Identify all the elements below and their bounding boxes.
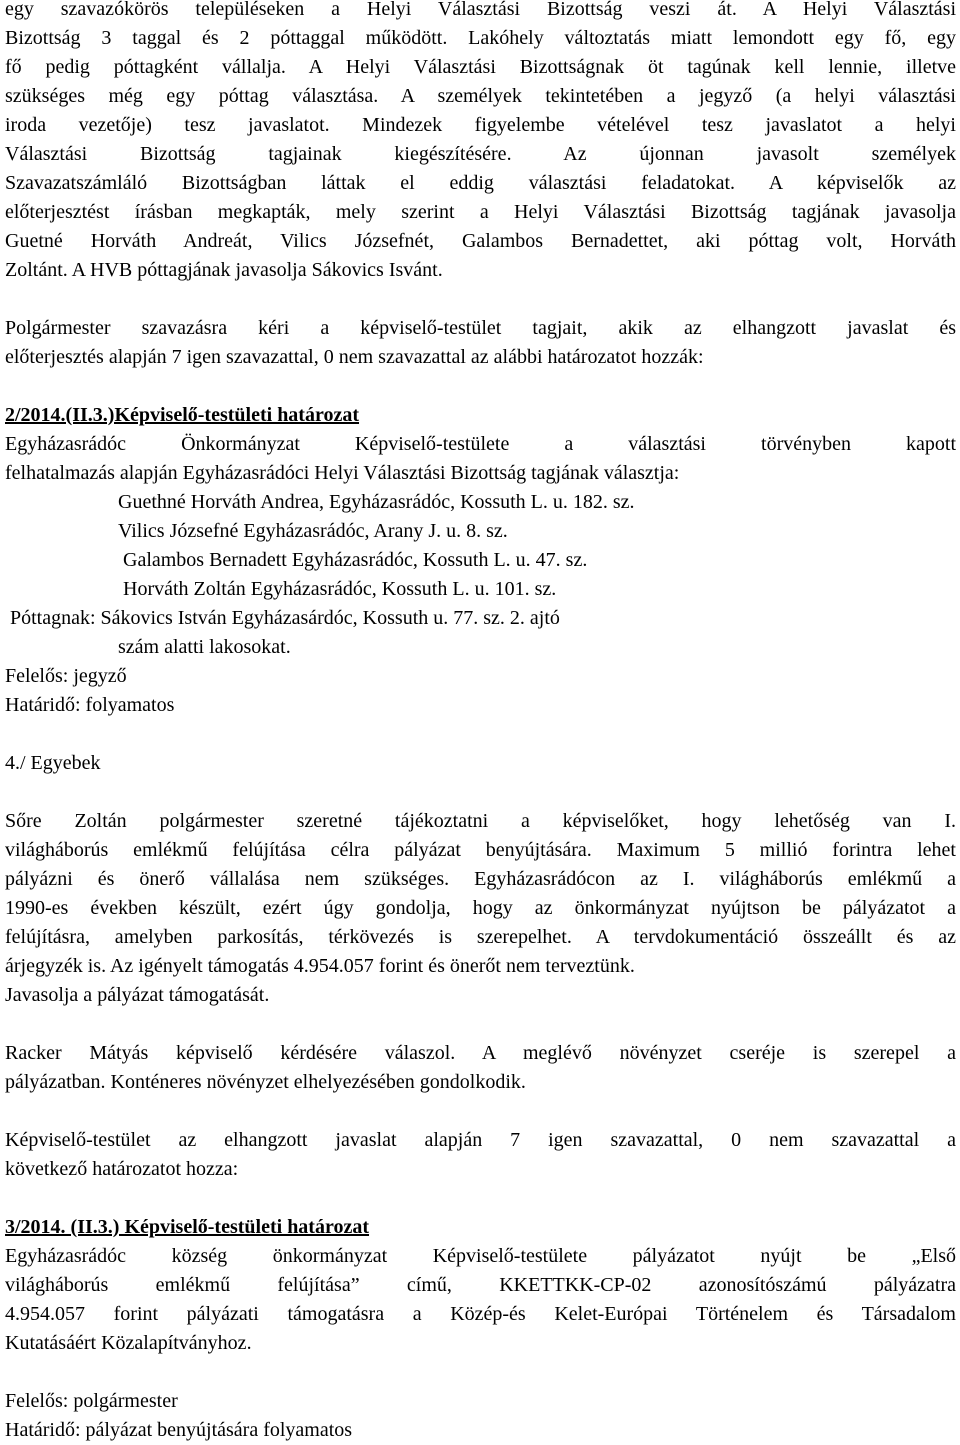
text-line: Kutatásáért Közalapítványhoz. bbox=[5, 1332, 252, 1354]
responsible-person: Felelős: jegyző bbox=[5, 665, 127, 687]
resolution-3 bbox=[5, 1213, 956, 1445]
text-line: szükséges még egy póttag választása. A személyek tekintetében a jegyző (a helyi választási bbox=[5, 85, 956, 107]
text-line: felújításra, amelyben parkosítás, térkövezés is szerepelhet. A tervdokumentáció összeállt és az bbox=[5, 926, 956, 948]
text-line: Javasolja a pályázat támogatását. bbox=[5, 984, 270, 1006]
resolution-2 bbox=[5, 401, 956, 720]
paragraph-election-committee bbox=[5, 0, 956, 285]
text-line: Szavazatszámláló Bizottságban láttak el eddig választási feladatokat. A képviselők az bbox=[5, 172, 956, 194]
member-item: Horváth Zoltán Egyházasrádóc, Kossuth L. u. 101. sz. bbox=[123, 578, 557, 600]
text-line: Választási Bizottság tagjainak kiegészítésére. Az újonnan javasolt személyek bbox=[5, 143, 956, 165]
spacer bbox=[5, 1010, 956, 1039]
text-line: Guetné Horváth Andreát, Vilics Józsefnét, Galambos Bernadettet, aki póttag volt, Horváth bbox=[5, 230, 956, 252]
spacer bbox=[5, 285, 956, 314]
paragraph-vote-result bbox=[5, 1126, 956, 1184]
text-line: Polgármester szavazásra kéri a képviselő-testület tagjait, akik az elhangzott javaslat és bbox=[5, 317, 956, 339]
spacer bbox=[5, 1184, 956, 1213]
substitute-member-cont: szám alatti lakosokat. bbox=[118, 636, 291, 658]
text-line: világháborús emlékmű felújítása célra pályázat benyújtására. Maximum 5 millió forintra lehet bbox=[5, 839, 956, 861]
text-line: előterjesztés alapján 7 igen szavazattal, 0 nem szavazattal az alábbi határozatot hozzák: bbox=[5, 346, 704, 368]
text-line: 1990-es években készült, ezért úgy gondolja, hogy az önkormányzat nyújtson be pályázatot a bbox=[5, 897, 956, 919]
spacer bbox=[5, 778, 956, 807]
text-line: pályázatban. Konténeres növényzet elhelyezésében gondolkodik. bbox=[5, 1071, 526, 1093]
text-line: Bizottság 3 taggal és 2 póttaggal működött. Lakóhely változtatás miatt lemondott egy fő, egy bbox=[5, 27, 956, 49]
agenda-item-heading: 4./ Egyebek bbox=[5, 752, 101, 774]
member-item: Vilics Józsefné Egyházasrádóc, Arany J. u. 8. sz. bbox=[118, 520, 508, 542]
spacer bbox=[5, 372, 956, 401]
text-line: világháborús emlékmű felújítása” című, KKETTKK-CP-02 azonosítószámú pályázatra bbox=[5, 1274, 956, 1296]
text-line: Sőre Zoltán polgármester szeretné tájékoztatni a képviselőket, hogy lehetőség van I. bbox=[5, 810, 956, 832]
text-line: árjegyzék is. Az igényelt támogatás 4.954.057 forint és önerőt nem terveztünk. bbox=[5, 955, 635, 977]
spacer bbox=[5, 1097, 956, 1126]
text-line: 4.954.057 forint pályázati támogatásra a Közép-és Kelet-Európai Történelem és Társadalom bbox=[5, 1303, 956, 1325]
resolution-title: 2/2014.(II.3.)Képviselő-testületi határozat bbox=[5, 404, 360, 426]
text-line: Racker Mátyás képviselő kérdésére válaszol. A meglévő növényzet cseréje is szerepel a bbox=[5, 1042, 956, 1064]
deadline: Határidő: pályázat benyújtására folyamatos bbox=[5, 1419, 353, 1441]
text-line: fő pedig póttagként vállalja. A Helyi Választási Bizottságnak öt tagúnak kell lennie, illetve bbox=[5, 56, 956, 78]
text-line: egy szavazókörös településeken a Helyi Választási Bizottság veszi át. A Helyi Választási bbox=[5, 0, 956, 20]
text-line: előterjesztést írásban megkapták, mely szerint a Helyi Választási Bizottság tagjának javasolja bbox=[5, 201, 956, 223]
text-line: következő határozatot hozza: bbox=[5, 1158, 239, 1180]
spacer bbox=[5, 720, 956, 749]
responsible-person: Felelős: polgármester bbox=[5, 1390, 178, 1412]
text-line: Egyházasrádóc község önkormányzat Képviselő-testülete pályázatot nyújt be „Első bbox=[5, 1245, 956, 1267]
text-line: Egyházasrádóc Önkormányzat Képviselő-testülete a választási törvényben kapott bbox=[5, 433, 956, 455]
resolution-title: 3/2014. (II.3.) Képviselő-testületi határozat bbox=[5, 1216, 370, 1238]
text-line: Képviselő-testület az elhangzott javaslat alapján 7 igen szavazattal, 0 nem szavazattal a bbox=[5, 1129, 956, 1151]
substitute-member: Póttagnak: Sákovics István Egyházasárdóc, Kossuth u. 77. sz. 2. ajtó bbox=[10, 607, 560, 629]
text-line: felhatalmazás alapján Egyházasrádóci Helyi Választási Bizottság tagjának választja: bbox=[5, 462, 680, 484]
paragraph-vote-request bbox=[5, 314, 956, 372]
deadline: Határidő: folyamatos bbox=[5, 694, 175, 716]
paragraph-question-answer bbox=[5, 1039, 956, 1097]
spacer bbox=[5, 1358, 956, 1387]
member-item: Galambos Bernadett Egyházasrádóc, Kossuth L. u. 47. sz. bbox=[123, 549, 588, 571]
text-line: pályázni és önerő vállalása nem szükséges. Egyházasrádócon az I. világháborús emlékmű a bbox=[5, 868, 956, 890]
text-line: iroda vezetője) tesz javaslatot. Mindezek figyelembe vételével tesz javaslatot a helyi bbox=[5, 114, 956, 136]
member-item: Guethné Horváth Andrea, Egyházasrádóc, Kossuth L. u. 182. sz. bbox=[118, 491, 635, 513]
paragraph-memorial-renovation bbox=[5, 807, 956, 1010]
text-line: Zoltánt. A HVB póttagjának javasolja Sákovics Isvánt. bbox=[5, 259, 443, 281]
